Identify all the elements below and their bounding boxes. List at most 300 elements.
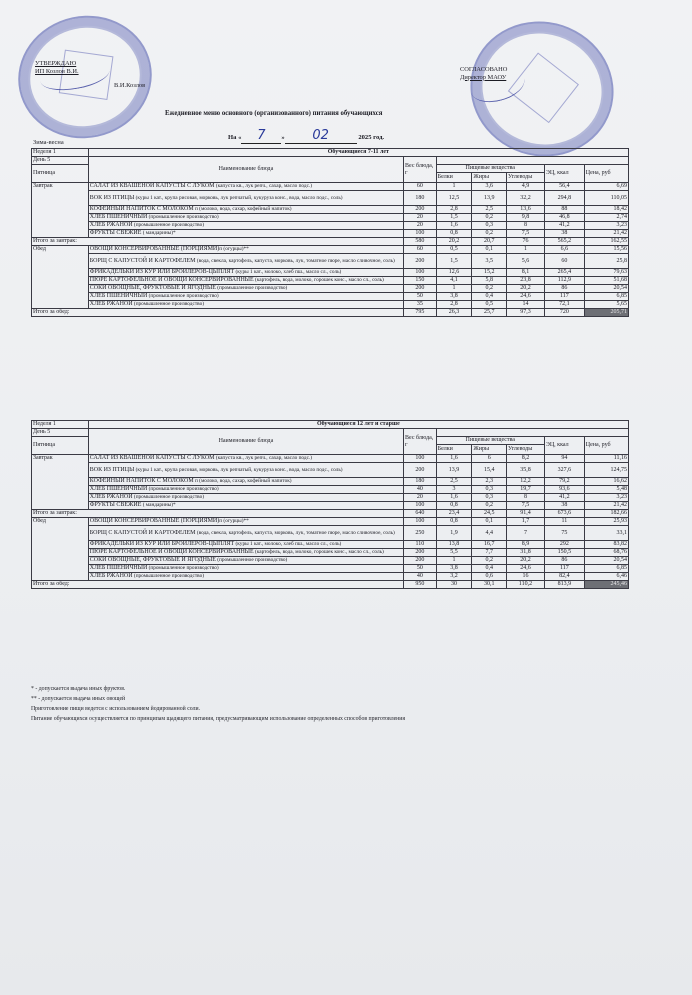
dish-header: Наименование блюда: [88, 157, 403, 183]
weight-value: 20: [404, 222, 437, 230]
weight-value: 200: [404, 285, 437, 293]
dish-cell: [88, 502, 403, 510]
dish-cell: [88, 526, 403, 541]
dish-cell: [88, 541, 403, 549]
proteins-value: 0,8: [436, 518, 472, 526]
fats-value: 2,3: [472, 478, 507, 486]
carbs-value: 8,9: [507, 541, 545, 549]
total-label: Итого за обед:: [32, 309, 404, 317]
proteins-value: 1,5: [436, 214, 472, 222]
weight-value: 200: [404, 549, 437, 557]
table-row: [32, 463, 629, 478]
fats-value: 6: [472, 455, 507, 463]
dish-ingredients: (промышленное производство): [215, 557, 288, 564]
fats-value: 3,5: [472, 254, 507, 269]
weight-value: 100: [404, 518, 437, 526]
table-row: [32, 206, 629, 214]
date-month: 02: [312, 128, 329, 143]
total-weight: 640: [404, 510, 437, 518]
weekday-label: Пятница: [32, 165, 89, 183]
dish-name: ХЛЕБ РЖАНОЙ: [89, 494, 133, 501]
date-line: [228, 128, 384, 144]
dish-name: ОВОЩИ КОНСЕРВИРОВАННЫЕ (ПОРЦИЯМИ): [89, 518, 220, 525]
dish-cell: [88, 565, 403, 573]
weight-value: 20: [404, 494, 437, 502]
proteins-value: 2,8: [436, 206, 472, 214]
table-row: [32, 293, 629, 301]
energy-value: 38: [544, 230, 584, 238]
table-row: [32, 230, 629, 238]
price-value: 3,23: [584, 494, 628, 502]
energy-value: 79,2: [544, 478, 584, 486]
energy-value: 56,4: [544, 183, 584, 191]
price-value: 25,93: [584, 518, 628, 526]
dish-cell: [88, 285, 403, 293]
proteins-value: 12,5: [436, 191, 472, 206]
dish-cell: [88, 191, 403, 206]
carbs-value: 7,5: [507, 502, 545, 510]
weight-value: 110: [404, 541, 437, 549]
carbs-value: 12,2: [507, 478, 545, 486]
dish-cell: [88, 246, 403, 254]
fats-value: 0,2: [472, 230, 507, 238]
table-row: [32, 269, 629, 277]
season-label: Зима-весна: [33, 139, 64, 146]
price-value: 2,74: [584, 214, 628, 222]
energy-value: 75: [544, 526, 584, 541]
table-row: [32, 149, 629, 157]
energy-value: 41,2: [544, 222, 584, 230]
fats-value: 15,2: [472, 269, 507, 277]
table-row: [32, 246, 629, 254]
fats-value: 15,4: [472, 463, 507, 478]
table-row: [32, 565, 629, 573]
total-carbs: 110,2: [507, 581, 545, 589]
dish-name: ХЛЕБ ПШЕНИЧНЫЙ: [89, 214, 148, 221]
proteins-value: 0,8: [436, 502, 472, 510]
fats-value: 0,3: [472, 494, 507, 502]
table-row: [32, 486, 629, 494]
total-price: 162,55: [584, 238, 628, 246]
dish-name: ХЛЕБ ПШЕНИЧНЫЙ: [89, 293, 148, 300]
carbs-value: 14: [507, 301, 545, 309]
total-fats: 25,7: [472, 309, 507, 317]
fats-value: 5,8: [472, 277, 507, 285]
carbs-value: 20,2: [507, 557, 545, 565]
energy-value: 93,6: [544, 486, 584, 494]
dish-name: ФРУКТЫ СВЕЖИЕ: [89, 502, 142, 509]
total-fats: 30,1: [472, 581, 507, 589]
price-value: 79,63: [584, 269, 628, 277]
price-value: 6,85: [584, 565, 628, 573]
dish-ingredients: (промышленное производство): [132, 494, 205, 501]
price-value: 5,65: [584, 301, 628, 309]
weight-value: 100: [404, 502, 437, 510]
dish-name: КОФЕЙНЫЙ НАПИТОК С МОЛОКОМ: [89, 478, 194, 485]
total-label: Итого за завтрак:: [32, 238, 404, 246]
proteins-value: 2,5: [436, 478, 472, 486]
proteins-header: Белки: [436, 173, 472, 183]
proteins-value: 0,8: [436, 230, 472, 238]
weight-value: 200: [404, 463, 437, 478]
energy-header: ЭЦ, ккал: [544, 165, 584, 183]
table-row: [32, 557, 629, 565]
dish-cell: [88, 573, 403, 581]
total-proteins: 20,2: [436, 238, 472, 246]
nutrients-header: Пищевые вещества: [436, 437, 544, 445]
dish-name: САЛАТ ИЗ КВАШЕНОЙ КАПУСТЫ С ЛУКОМ: [89, 455, 215, 462]
energy-value: 41,2: [544, 494, 584, 502]
dish-name: СОКИ ОВОЩНЫЕ, ФРУКТОВЫЕ И ЯГОДНЫЕ: [89, 285, 216, 292]
total-carbs: 97,3: [507, 309, 545, 317]
price-value: 33,1: [584, 526, 628, 541]
price-value: 124,75: [584, 463, 628, 478]
dish-ingredients: (вода, свекла, картофель, капуста, морковь, лук, томатное пюре, масло сливочное, соль): [195, 529, 395, 536]
dish-ingredients: (куры 1 кат., крупа рисовая, морковь, лук репчатый, кукуруза конс., вода, масло подс., соль): [134, 466, 343, 473]
proteins-value: 13,8: [436, 541, 472, 549]
weight-header: Вес блюда, г: [404, 429, 437, 455]
total-fats: 20,7: [472, 238, 507, 246]
table-row: [32, 526, 629, 541]
carbs-value: 9,8: [507, 214, 545, 222]
date-mid: »: [281, 134, 285, 141]
dish-name: ФРУКТЫ СВЕЖИЕ: [89, 230, 142, 237]
total-fats: 24,5: [472, 510, 507, 518]
carbs-value: 13,6: [507, 206, 545, 214]
table-row: [32, 573, 629, 581]
fats-value: 2,5: [472, 206, 507, 214]
carbs-value: 35,8: [507, 463, 545, 478]
price-value: 83,82: [584, 541, 628, 549]
carbs-value: 5,6: [507, 254, 545, 269]
table-row: [32, 429, 629, 437]
table-row: [32, 214, 629, 222]
total-energy: 673,6: [544, 510, 584, 518]
dish-cell: [88, 254, 403, 269]
total-weight: 950: [404, 581, 437, 589]
fats-value: 16,7: [472, 541, 507, 549]
price-value: 11,16: [584, 455, 628, 463]
dish-name: СОКИ ОВОЩНЫЕ, ФРУКТОВЫЕ И ЯГОДНЫЕ: [89, 557, 216, 564]
dish-name: ПЮРЕ КАРТОФЕЛЬНОЕ И ОВОЩИ КОНСЕРВИРОВАННЫЕ: [89, 277, 254, 284]
dish-name: БОРЩ С КАПУСТОЙ И КАРТОФЕЛЕМ: [89, 257, 196, 264]
table-row: [32, 238, 629, 246]
dish-ingredients: (куры 1 кат., молоко, хлеб пш., масло сл., соль): [234, 541, 342, 548]
fats-value: 0,5: [472, 301, 507, 309]
dish-cell: [88, 230, 403, 238]
day-label: День 5: [32, 157, 89, 165]
total-proteins: 30: [436, 581, 472, 589]
dish-ingredients: (картофель, вода, молоко, горошек конс., масло сл., соль): [253, 549, 384, 556]
fats-value: 3,6: [472, 183, 507, 191]
carbs-value: 31,8: [507, 549, 545, 557]
proteins-value: 1,9: [436, 526, 472, 541]
dish-name: ХЛЕБ РЖАНОЙ: [89, 301, 133, 308]
notes: [31, 684, 405, 724]
price-value: 18,42: [584, 206, 628, 214]
carbs-value: 8: [507, 222, 545, 230]
energy-header: ЭЦ, ккал: [544, 437, 584, 455]
dish-cell: [88, 486, 403, 494]
price-value: 6,69: [584, 183, 628, 191]
dish-cell: [88, 214, 403, 222]
nutrients-header: Пищевые вещества: [436, 165, 544, 173]
energy-value: 82,4: [544, 573, 584, 581]
carbs-value: 32,2: [507, 191, 545, 206]
day-label: День 5: [32, 429, 89, 437]
price-value: 21,42: [584, 502, 628, 510]
table-row: [32, 222, 629, 230]
dish-ingredients: п (молоко, вода, сахар, кофейный напиток): [193, 206, 292, 213]
dish-ingredients: ( мандарины)*: [141, 502, 176, 509]
dish-cell: [88, 455, 403, 463]
dish-name: ХЛЕБ ПШЕНИЧНЫЙ: [89, 565, 148, 572]
energy-value: 46,8: [544, 214, 584, 222]
dish-ingredients: (промышленное производство): [147, 293, 219, 300]
energy-value: 38: [544, 502, 584, 510]
dish-cell: [88, 557, 403, 565]
proteins-value: 5,5: [436, 549, 472, 557]
proteins-value: 1: [436, 285, 472, 293]
weight-value: 50: [404, 293, 437, 301]
proteins-value: 4,1: [436, 277, 472, 285]
fats-value: 0,4: [472, 565, 507, 573]
dish-cell: [88, 269, 403, 277]
dish-name: ОВОЩИ КОНСЕРВИРОВАННЫЕ (ПОРЦИЯМИ): [89, 246, 220, 253]
proteins-value: 1: [436, 557, 472, 565]
carbs-value: 24,6: [507, 293, 545, 301]
group-title: Обучающиеся 7-11 лет: [88, 149, 628, 157]
price-value: 20,54: [584, 285, 628, 293]
carbs-value: 8,2: [507, 455, 545, 463]
weight-value: 35: [404, 301, 437, 309]
approve-block: [35, 60, 79, 75]
carbs-value: 7: [507, 526, 545, 541]
carbs-header: Углеводы: [507, 173, 545, 183]
price-value: 21,42: [584, 230, 628, 238]
table-row: [32, 494, 629, 502]
total-proteins: 23,4: [436, 510, 472, 518]
agree-person: Директор МАОУ: [460, 73, 507, 81]
proteins-value: 1,6: [436, 455, 472, 463]
fats-value: 0,4: [472, 293, 507, 301]
table-row: [32, 191, 629, 206]
total-price: 182,66: [584, 510, 628, 518]
weight-header: Вес блюда, г: [404, 157, 437, 183]
total-weight: 580: [404, 238, 437, 246]
energy-value: 117: [544, 293, 584, 301]
weight-value: 200: [404, 206, 437, 214]
dish-ingredients: (промышленное производство): [132, 301, 205, 308]
fats-value: 0,2: [472, 214, 507, 222]
weight-value: 150: [404, 277, 437, 285]
price-value: 15,56: [584, 246, 628, 254]
total-price: 205,71: [584, 309, 628, 317]
price-header: Цена, руб: [584, 437, 628, 455]
table-row: [32, 301, 629, 309]
fats-value: 0,3: [472, 222, 507, 230]
dish-cell: [88, 549, 403, 557]
proteins-value: 3,8: [436, 293, 472, 301]
total-weight: 795: [404, 309, 437, 317]
table-row: [32, 541, 629, 549]
table-row: [32, 421, 629, 429]
weight-value: 60: [404, 246, 437, 254]
dish-cell: [88, 293, 403, 301]
energy-value: 112,9: [544, 277, 584, 285]
dish-cell: [88, 463, 403, 478]
group-title: Обучающиеся 12 лет и старше: [88, 421, 628, 429]
table-row: [32, 549, 629, 557]
approve-sign: В.И.Козлов: [114, 82, 146, 89]
price-value: 25,8: [584, 254, 628, 269]
fats-value: 0,1: [472, 246, 507, 254]
dish-name: ХЛЕБ РЖАНОЙ: [89, 222, 133, 229]
dish-name: ВОК ИЗ ПТИЦЫ: [89, 466, 135, 473]
table-row: [32, 455, 629, 463]
carbs-value: 23,8: [507, 277, 545, 285]
dish-ingredients: (куры 1 кат., молоко, хлеб пш., масло сл., соль): [234, 269, 342, 276]
weight-value: 40: [404, 573, 437, 581]
table-row: [32, 285, 629, 293]
date-year: 2025 год.: [358, 134, 385, 141]
fats-value: 0,6: [472, 573, 507, 581]
dish-ingredients: ( мандарины)*: [141, 230, 176, 237]
proteins-value: 1: [436, 183, 472, 191]
weight-value: 100: [404, 230, 437, 238]
energy-value: 292: [544, 541, 584, 549]
weight-value: 180: [404, 191, 437, 206]
price-value: 20,54: [584, 557, 628, 565]
proteins-value: 1,6: [436, 222, 472, 230]
dish-ingredients: (картофель, вода, молоко, горошек конс., масло сл., соль): [253, 277, 384, 284]
dish-ingredients: п (молоко, вода, сахар, кофейный напиток): [193, 478, 292, 485]
dish-ingredients: (капуста кв., лук репч., сахар, масло подс.): [214, 183, 313, 190]
energy-value: 60: [544, 254, 584, 269]
dish-name: ХЛЕБ РЖАНОЙ: [89, 573, 133, 580]
table-row: [32, 157, 629, 165]
proteins-value: 13,9: [436, 463, 472, 478]
energy-value: 11: [544, 518, 584, 526]
proteins-value: 1,5: [436, 254, 472, 269]
weight-value: 60: [404, 183, 437, 191]
date-day: 7: [257, 128, 266, 143]
fats-value: 0,2: [472, 285, 507, 293]
table-row: [32, 581, 629, 589]
fats-value: 0,3: [472, 486, 507, 494]
table-row: [32, 254, 629, 269]
proteins-header: Белки: [436, 445, 472, 455]
price-value: 68,76: [584, 549, 628, 557]
weight-value: 180: [404, 478, 437, 486]
dish-cell: [88, 494, 403, 502]
table-row: [32, 502, 629, 510]
menu-table-12-plus: [31, 420, 629, 589]
weight-value: 250: [404, 526, 437, 541]
carbs-value: 16: [507, 573, 545, 581]
note-vegetables: ** - допускается выдача иных овощей: [31, 696, 126, 702]
dish-ingredients: (промышленное производство): [215, 285, 288, 292]
meal-label: Обед: [32, 246, 89, 309]
table-row: [32, 510, 629, 518]
meal-label: Обед: [32, 518, 89, 581]
dish-header: Наименование блюда: [88, 429, 403, 455]
approve-person: ИП Козлов В.И.: [35, 67, 79, 75]
total-label: Итого за завтрак:: [32, 510, 404, 518]
energy-value: 72,1: [544, 301, 584, 309]
week-label: Неделя 1: [32, 421, 89, 429]
table-row: [32, 478, 629, 486]
proteins-value: 12,6: [436, 269, 472, 277]
carbs-value: 8,1: [507, 269, 545, 277]
weight-value: 100: [404, 455, 437, 463]
price-header: Цена, руб: [584, 165, 628, 183]
energy-value: 88: [544, 206, 584, 214]
dish-cell: [88, 183, 403, 191]
total-carbs: 76: [507, 238, 545, 246]
week-label: Неделя 1: [32, 149, 89, 157]
proteins-value: 3: [436, 486, 472, 494]
price-value: 6,85: [584, 293, 628, 301]
weight-value: 200: [404, 254, 437, 269]
header-spacer: [436, 157, 628, 165]
dish-ingredients: (промышленное производство): [147, 486, 219, 493]
total-price: 245,46: [584, 581, 628, 589]
energy-value: 150,5: [544, 549, 584, 557]
fats-value: 13,9: [472, 191, 507, 206]
proteins-value: 0,5: [436, 246, 472, 254]
approve-title: УТВЕРЖДАЮ: [35, 60, 77, 67]
dish-ingredients: п (огурцы)**: [219, 246, 249, 253]
carbs-value: 8: [507, 494, 545, 502]
weekday-label: Пятница: [32, 437, 89, 455]
weight-value: 20: [404, 214, 437, 222]
dish-ingredients: (промышленное производство): [147, 214, 219, 221]
dish-cell: [88, 222, 403, 230]
fats-value: 7,7: [472, 549, 507, 557]
total-energy: 565,2: [544, 238, 584, 246]
fats-header: Жиры: [472, 173, 507, 183]
carbs-header: Углеводы: [507, 445, 545, 455]
weight-value: 100: [404, 269, 437, 277]
dish-cell: [88, 206, 403, 214]
table-row: [32, 518, 629, 526]
energy-value: 86: [544, 557, 584, 565]
weight-value: 50: [404, 565, 437, 573]
weight-value: 200: [404, 557, 437, 565]
price-value: 5,48: [584, 486, 628, 494]
dish-name: КОФЕЙНЫЙ НАПИТОК С МОЛОКОМ: [89, 206, 194, 213]
price-value: 16,62: [584, 478, 628, 486]
energy-value: 6,6: [544, 246, 584, 254]
table-row: [32, 183, 629, 191]
price-value: 6,46: [584, 573, 628, 581]
carbs-value: 20,2: [507, 285, 545, 293]
table-row: [32, 277, 629, 285]
dish-ingredients: (куры 1 кат., крупа рисовая, морковь, лук репчатый, кукуруза конс., вода, масло подс., соль): [134, 194, 343, 201]
fats-header: Жиры: [472, 445, 507, 455]
meal-label: Завтрак: [32, 455, 89, 510]
total-energy: 720: [544, 309, 584, 317]
total-label: Итого за обед:: [32, 581, 404, 589]
agree-block: [460, 66, 507, 81]
page-title: Ежедневное меню основного (организованного) питания обучающихся: [165, 110, 383, 117]
header-spacer: [436, 429, 628, 437]
total-energy: 813,9: [544, 581, 584, 589]
dish-cell: [88, 277, 403, 285]
proteins-value: 1,6: [436, 494, 472, 502]
carbs-value: 4,9: [507, 183, 545, 191]
